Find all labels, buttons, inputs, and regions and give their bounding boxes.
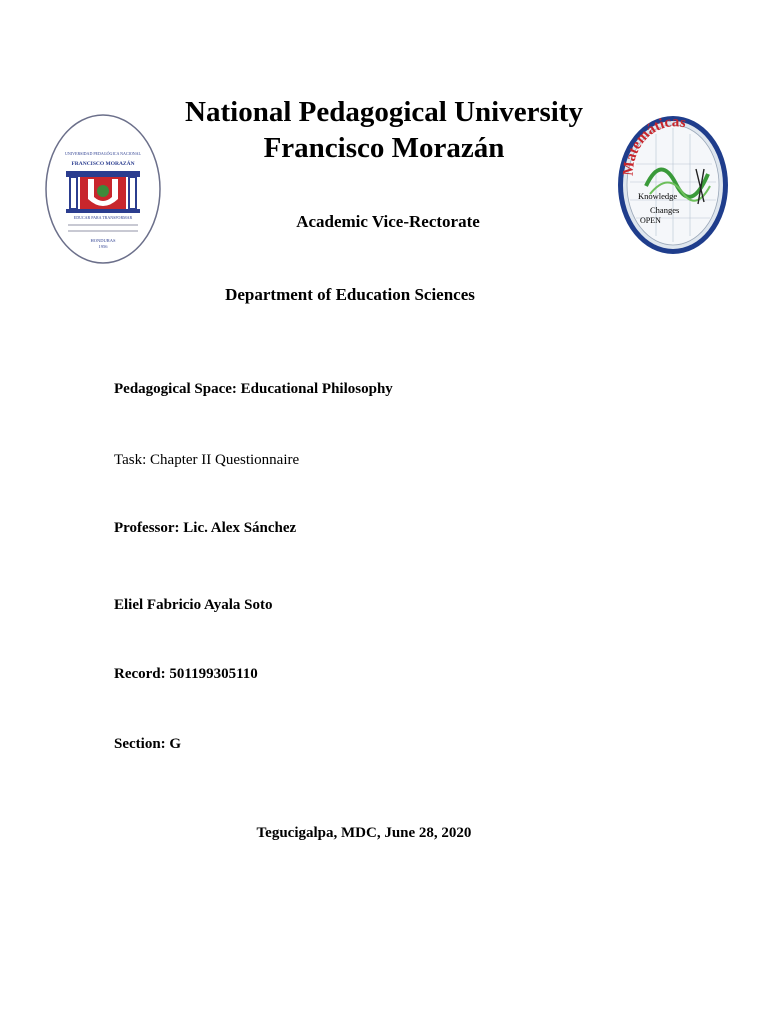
svg-text:EDUCAR PARA TRANSFORMAR: EDUCAR PARA TRANSFORMAR [73,215,133,220]
student-name-field: Eliel Fabricio Ayala Soto [114,597,273,613]
university-name-line1: National Pedagogical University [185,96,583,128]
task-field: Task: Chapter II Questionnaire [114,452,300,468]
svg-text:Knowledge: Knowledge [638,191,678,201]
svg-text:HONDURAS: HONDURAS [90,238,116,243]
university-name-line2: Francisco Morazán [263,132,505,164]
svg-text:Matemáticas: Matemáticas [620,114,688,177]
section-field: Section: G [114,736,182,752]
svg-text:1956: 1956 [98,244,108,249]
svg-text:FRANCISCO MORAZÁN: FRANCISCO MORAZÁN [71,161,135,167]
svg-text:OPEN: OPEN [640,216,661,225]
svg-text:UNIVERSIDAD PEDAGÓGICA NACIONA: UNIVERSIDAD PEDAGÓGICA NACIONAL [65,151,141,156]
department-heading: Department of Education Sciences [225,285,475,304]
place-date-footer: Tegucigalpa, MDC, June 28, 2020 [256,825,472,841]
record-field: Record: 501199305110 [114,666,258,682]
pedagogical-space-field: Pedagogical Space: Educational Philosophy [114,381,393,397]
svg-text:Changes: Changes [650,205,680,215]
matematicas-badge-icon [616,114,730,256]
professor-field: Professor: Lic. Alex Sánchez [114,520,297,536]
vice-rectorate-heading: Academic Vice-Rectorate [296,212,480,231]
